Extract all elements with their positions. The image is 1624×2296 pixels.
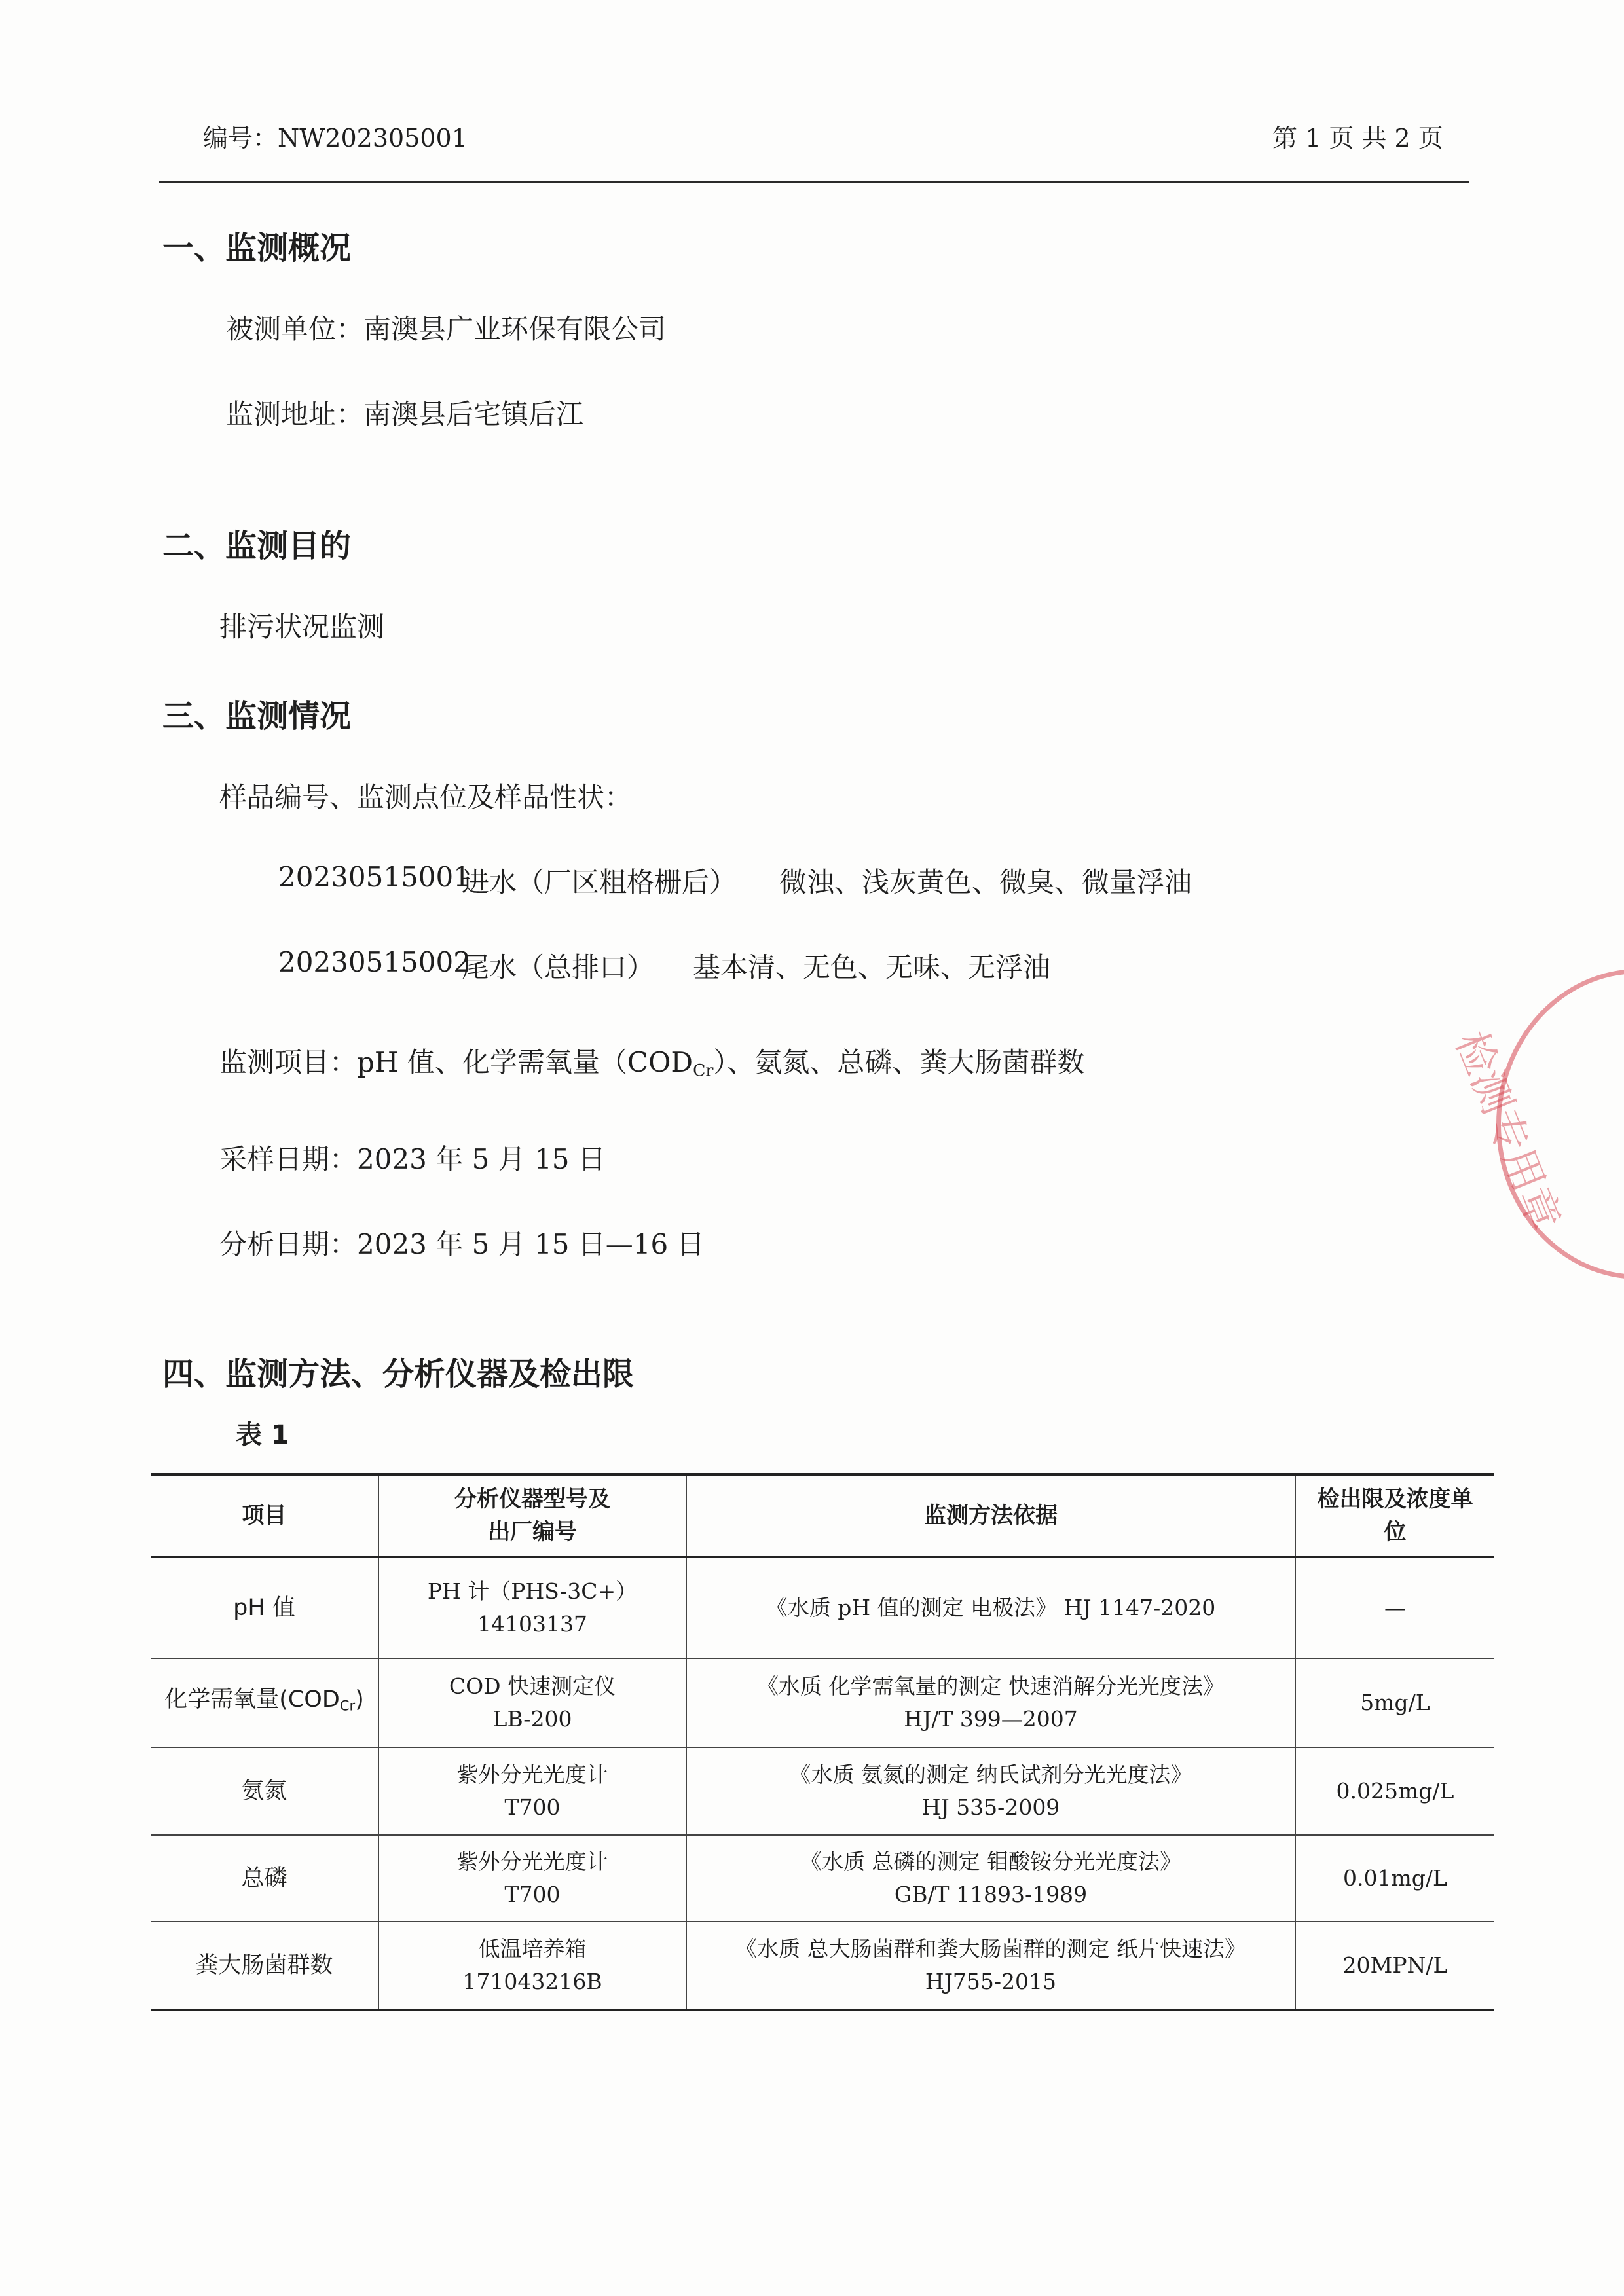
table-header-row [151,1474,1494,1557]
header-limit: 检出限及浓度单 位 [1295,1474,1494,1557]
row-method: 《水质 化学需氧量的测定 快速消解分光光度法》 HJ/T 399—2007 [686,1658,1295,1747]
row-limit: 5mg/L [1295,1658,1494,1747]
section-3-title: 三、监测情况 [162,698,352,735]
row-limit: 0.025mg/L [1295,1747,1494,1835]
analysis-date: 分析日期：2023 年 5 月 15 日—16 日 [219,1228,705,1260]
samples-label: 样品编号、监测点位及样品性状： [219,781,633,813]
table-row [151,1922,1494,2010]
sample-point: 进水（厂区粗格栅后） [462,866,737,898]
sample-point: 尾水（总排口） [462,951,655,983]
row-limit: 0.01mg/L [1295,1835,1494,1922]
table-row [151,1747,1494,1835]
monitoring-address: 监测地址：南澳县后宅镇后江 [226,398,584,430]
row-method: 《水质 氨氮的测定 纳氏试剂分光光度法》 HJ 535-2009 [686,1747,1295,1835]
row-method: 《水质 总大肠菌群和粪大肠菌群的测定 纸片快速法》 HJ755-2015 [686,1922,1295,2010]
sample-id: 20230515001 [278,861,471,893]
header-divider [159,181,1469,183]
row-instrument: PH 计（PHS-3C+） 14103137 [378,1557,686,1658]
row-instrument: 紫外分光光度计 T700 [378,1835,686,1922]
row-instrument: 低温培养箱 171043216B [378,1922,686,2010]
seal-text: 检测专用章 [1445,1025,1569,1238]
sample-description: 基本清、无色、无味、无浮油 [693,951,1051,983]
row-method: 《水质 pH 值的测定 电极法》 HJ 1147-2020 [686,1557,1295,1658]
section-2-title: 二、监测目的 [162,528,352,564]
row-method: 《水质 总磷的测定 钼酸铵分光光度法》 GB/T 11893-1989 [686,1835,1295,1922]
sample-id: 20230515002 [278,946,471,978]
table-caption: 表 1 [236,1420,289,1450]
row-limit: 20MPN/L [1295,1922,1494,2010]
table-row [151,1557,1494,1658]
row-item: 化学需氧量$(COD_{Cr})$ [151,1658,378,1747]
header-instrument: 分析仪器型号及 出厂编号 [378,1474,686,1557]
monitoring-purpose: 排污状况监测 [219,611,385,643]
sampling-date: 采样日期：2023 年 5 月 15 日 [219,1143,606,1175]
row-item: 氨氮 [151,1747,378,1835]
row-item: 总磷 [151,1835,378,1922]
row-instrument: COD 快速测定仪 LB-200 [378,1658,686,1747]
document-number: 编号：NW202305001 [203,124,468,153]
tested-unit: 被测单位：南澳县广业环保有限公司 [226,313,667,345]
sample-description: 微浊、浅灰黄色、微臭、微量浮油 [779,866,1192,898]
header-method: 监测方法依据 [686,1474,1295,1557]
section-4-title: 四、监测方法、分析仪器及检出限 [162,1356,635,1393]
row-item: 粪大肠菌群数 [151,1922,378,2010]
table-row [151,1658,1494,1747]
table-row [151,1835,1494,1922]
methods-table [151,1473,1494,2011]
header-item: 项目 [151,1474,378,1557]
page-indicator: 第 1 页 共 2 页 [1272,124,1443,153]
row-limit: — [1295,1557,1494,1658]
row-item: pH 值 [151,1557,378,1658]
row-instrument: 紫外分光光度计 T700 [378,1747,686,1835]
section-1-title: 一、监测概况 [162,230,352,266]
monitoring-items: 监测项目：pH 值、化学需氧量$(COD_{Cr})$、氨氮、总磷、粪大肠菌群数 [219,1046,1085,1080]
